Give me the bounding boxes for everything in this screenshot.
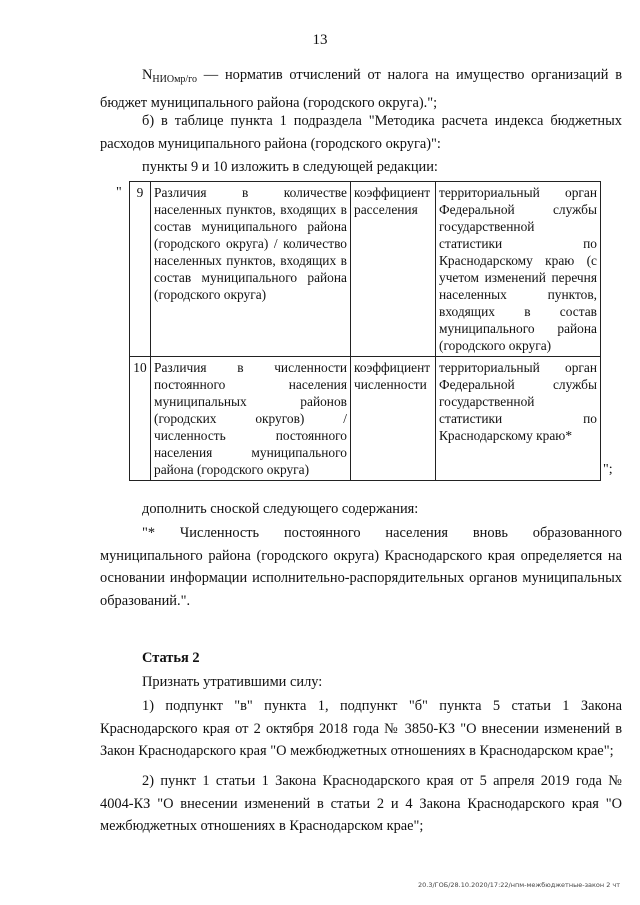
- data-source: территориальный орган Федеральной службы государственной статистики по Краснодарскому краю (с учетом изменений перечня населенных пунктов, входящих в состав муниципального района (городского округа): [436, 182, 601, 357]
- footnote-intro: дополнить сноской следующего содержания:: [142, 501, 419, 517]
- article-2-heading: Статья 2: [142, 650, 200, 666]
- row-number: 10: [130, 357, 151, 481]
- table-close-quote: ";: [603, 462, 613, 477]
- row-number: 9: [130, 182, 151, 357]
- definition-paragraph: [100, 64, 622, 114]
- table-row: [130, 182, 601, 357]
- indicator-name: Различия в количестве населенных пунктов, входящих в состав муниципального района (городского округа) / количество населенных пунктов, входящих в состав муниципального района (городского округа): [151, 182, 351, 357]
- symbol-subscript: НИОмр/го: [152, 74, 198, 85]
- table-row: [130, 357, 601, 481]
- indicator-table: [129, 181, 601, 481]
- article-2-item-1: 1) подпункт "в" пункта 1, подпункт "б" пункта 5 статьи 1 Закона Краснодарского края от 2 октября 2018 года № 3850-КЗ "О внесении изменений в Закон Краснодарского края "О межбюджетных отношениях в Краснодарском крае";: [100, 698, 622, 760]
- footer-code: 20.3/ГОБ/28.10.2020/17:22/нпм-межбюджетные-закон 2 чт: [418, 881, 621, 889]
- footnote-text: "* Численность постоянного населения вновь образованного муниципального района (городского округа) Краснодарского края определяется на основании информации исполнительно-распорядительных органов муниципальных образований.".: [100, 525, 622, 609]
- symbol-main: N: [142, 67, 153, 83]
- definition-text: — норматив отчислений от налога на имущество организаций в бюджет муниципального района (городского округа).";: [100, 67, 622, 111]
- coefficient-name: коэффициент численности: [351, 357, 436, 481]
- article-2-item-2: 2) пункт 1 статьи 1 Закона Краснодарского края от 5 апреля 2019 года № 4004-КЗ "О внесении изменений в статьи 2 и 4 Закона Краснодарского края "О межбюджетных отношениях в Краснодарском крае";: [100, 773, 622, 835]
- data-source: территориальный орган Федеральной службы государственной статистики по Краснодарскому краю*: [436, 357, 601, 481]
- article-2-intro: Признать утратившими силу:: [142, 674, 323, 690]
- page-number: 13: [312, 32, 328, 48]
- paragraph-points: пункты 9 и 10 изложить в следующей редакции:: [142, 159, 438, 175]
- coefficient-name: коэффициент расселения: [351, 182, 436, 357]
- paragraph-b: б) в таблице пункта 1 подраздела "Методика расчета индекса бюджетных расходов муниципального района (городского округа)":: [100, 113, 622, 152]
- table-open-quote: ": [116, 185, 122, 200]
- indicator-name: Различия в численности постоянного населения муниципальных районов (городских округов) / численность постоянного населения муниципального района (городского округа): [151, 357, 351, 481]
